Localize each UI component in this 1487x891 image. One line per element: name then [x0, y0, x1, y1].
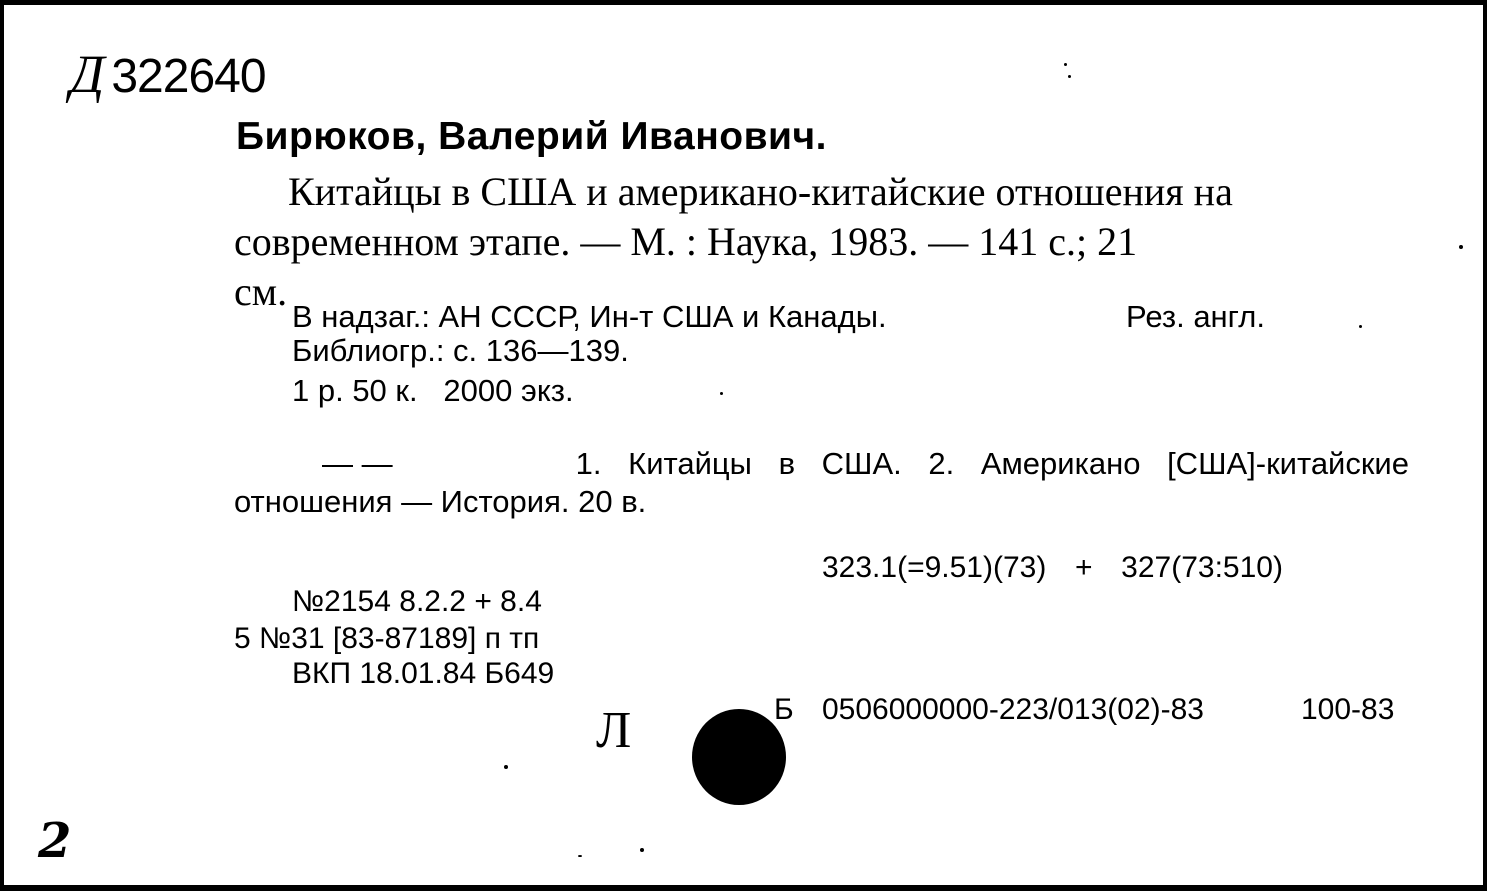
order-line-1: №2154 8.2.2 + 8.4: [292, 585, 542, 618]
scan-speck: [504, 765, 508, 769]
scan-speck: [1359, 325, 1362, 328]
bbk-letter: Б: [774, 693, 794, 726]
scan-speck: [720, 392, 723, 395]
title-text-1: Китайцы в США и американо-китайские отношения на: [288, 169, 1233, 214]
subject-tracings: [234, 445, 1409, 521]
note-price-run: 1 р. 50 к. 2000 экз.: [292, 373, 574, 408]
title-text-3: см.: [234, 269, 288, 314]
scan-speck: [1068, 75, 1071, 78]
handwritten-mark: 2: [38, 813, 72, 869]
card-number-prefix: Д: [70, 44, 104, 104]
title-line-2: [234, 217, 1409, 267]
scan-speck: [578, 855, 582, 857]
note-in-heading: В надзаг.: АН СССР, Ин-т США и Канады.: [292, 299, 887, 334]
udc-classification: 323.1(=9.51)(73) + 327(73:510): [822, 551, 1283, 584]
subject-line-2: отношения — История. 20 в.: [234, 484, 647, 519]
title-statement: [234, 167, 1409, 317]
order-line-3: ВКП 18.01.84 Б649: [292, 657, 555, 690]
author-heading: Бирюков, Валерий Иванович.: [236, 115, 828, 158]
card-number: [70, 44, 266, 104]
subject-line-1: [234, 445, 1409, 483]
scan-speck: [640, 848, 644, 852]
letter-mark: Л: [596, 702, 632, 759]
card-number-value: 322640: [111, 50, 266, 103]
punch-hole: [692, 709, 786, 805]
bbk-code: 0506000000-223/013(02)-83: [822, 693, 1204, 726]
scan-speck: [1064, 63, 1067, 66]
subject-dashes: — —: [322, 446, 393, 481]
subject-headings: 1. Китайцы в США. 2. Американо [США]-китайские: [575, 446, 1409, 481]
note-summary: Рез. англ.: [1126, 299, 1266, 334]
scan-speck: [1459, 245, 1463, 249]
bbk-code-secondary: 100-83: [1301, 693, 1395, 726]
title-text-2: современном этапе. — М. : Наука, 1983. — 141 с.; 21: [234, 219, 1138, 264]
note-bibliography: Библиогр.: с. 136—139.: [292, 333, 629, 368]
title-line-1: [234, 167, 1409, 217]
order-line-2: 5 №31 [83-87189] п тп: [234, 622, 540, 655]
